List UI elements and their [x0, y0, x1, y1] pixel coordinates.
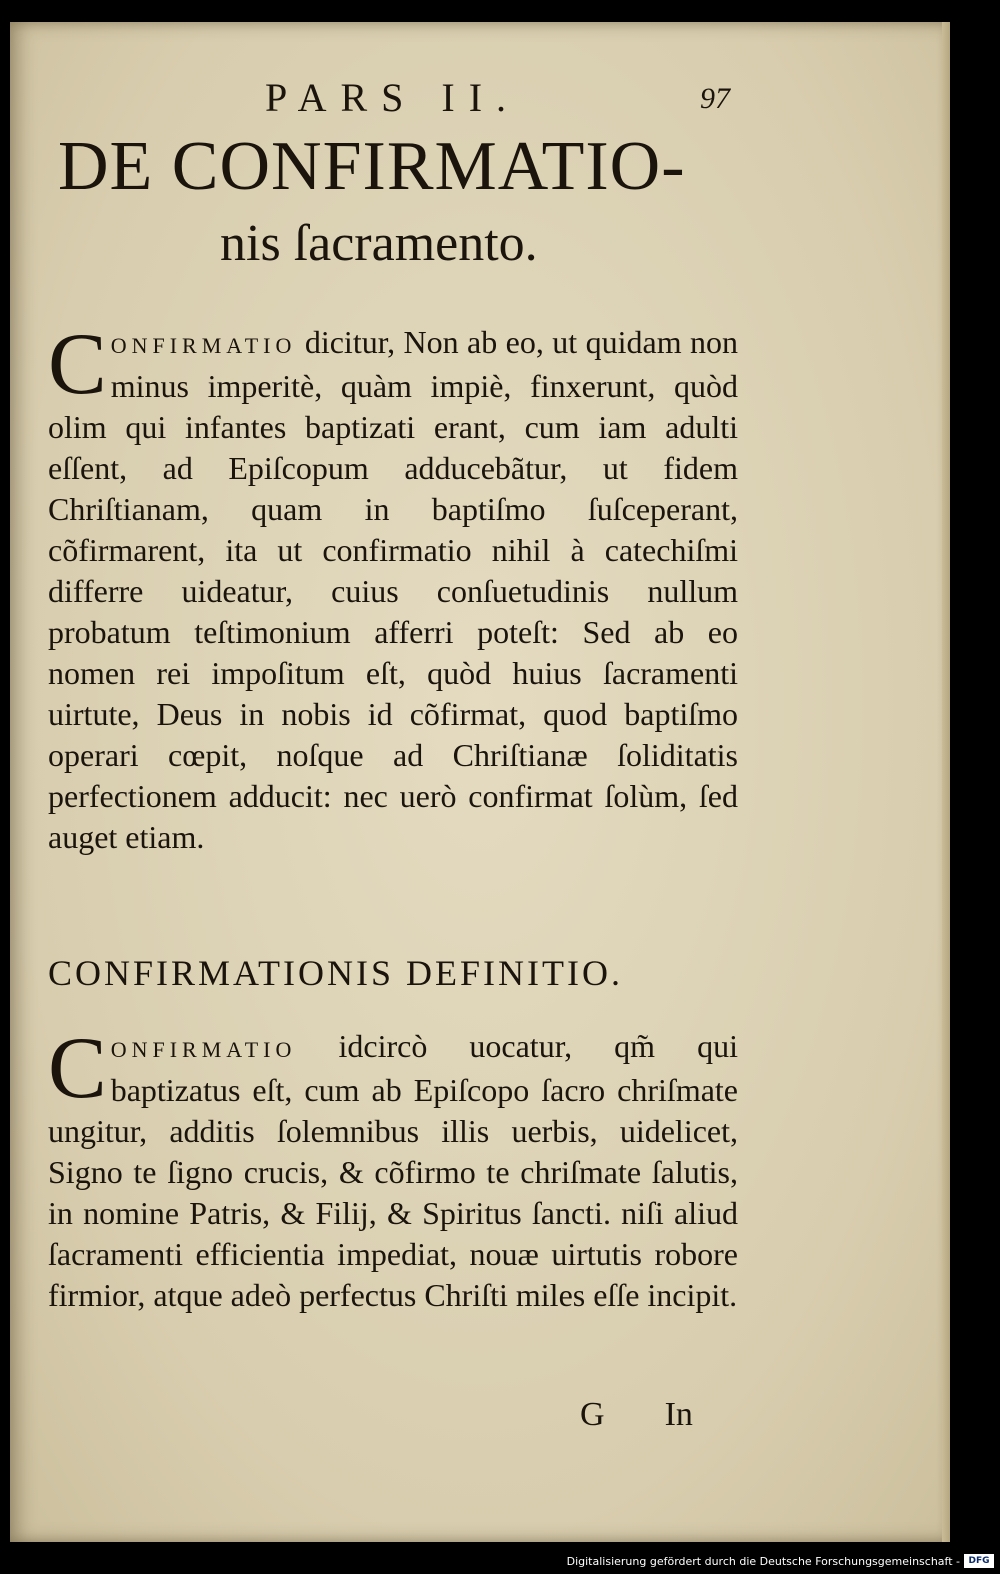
paragraph-1-text: dicitur, Non ab eo, ut quidam non minus imperitè, quàm impiè, finxerunt, quòd olim qui infantes baptizati erant, cum iam adulti eſſent, ad Epiſcopum adducebãtur, ut fidem Chriſtianam, quam in baptiſmo ſuſceperant, cõfirmarent, ita ut confirmatio nihil à catechiſmi differre uideatur, cuius conſuetudinis nullum probatum teſtimonium afferri poteſt: Sed ab eo nomen rei impoſitum eſt, quòd huius ſacramenti uirtute, Deus in nobis id cõfirmat, quod baptiſmo operari cœpit, noſque ad Chriſtianæ ſoliditatis perfectionem adducit: nec uerò confirmat ſolùm, ſed auget etiam. — [48, 324, 739, 855]
catchword-line — [580, 1398, 693, 1432]
section-heading: CONFIRMATIONIS DEFINITIO. — [48, 953, 623, 993]
paragraph-2-text: idcircò uocatur, qm̃ qui baptizatus eſt, cum ab Epiſcopo ſacro chriſmate ungitur, additis ſolemnibus illis uerbis, uidelicet, Signo te ſigno crucis, & cõfirmo te chriſmate ſalutis, in nomine Patris, & Filij, & Spiritus ſancti. niſi aliud ſacramenti efficientia impediat, nouæ uirtutis robore firmior, atque adeò perfectus Chriſti miles eſſe incipit. — [48, 1028, 738, 1313]
paragraph-2 — [48, 1020, 738, 1316]
catchword: In — [664, 1396, 693, 1433]
drop-initial: C — [48, 1020, 107, 1117]
chapter-title: DE CONFIRMATIO- — [58, 128, 686, 205]
page-edge — [942, 22, 950, 1542]
drop-initial: C — [48, 316, 107, 413]
paragraph-2-smallcaps: ONFIRMATIO — [110, 1037, 297, 1062]
running-head: PARS II. — [265, 75, 521, 120]
page-number: 97 — [700, 82, 730, 115]
dfg-logo-icon: DFG — [964, 1554, 994, 1568]
chapter-subtitle: nis ſacramento. — [220, 215, 538, 272]
paragraph-1-smallcaps: ONFIRMATIO — [110, 333, 297, 358]
paragraph-1 — [48, 316, 739, 858]
signature-mark: G — [580, 1396, 605, 1433]
footer-credit: Digitalisierung gefördert durch die Deutsche Forschungsgemeinschaft - — [566, 1555, 960, 1568]
book-page — [10, 22, 950, 1542]
